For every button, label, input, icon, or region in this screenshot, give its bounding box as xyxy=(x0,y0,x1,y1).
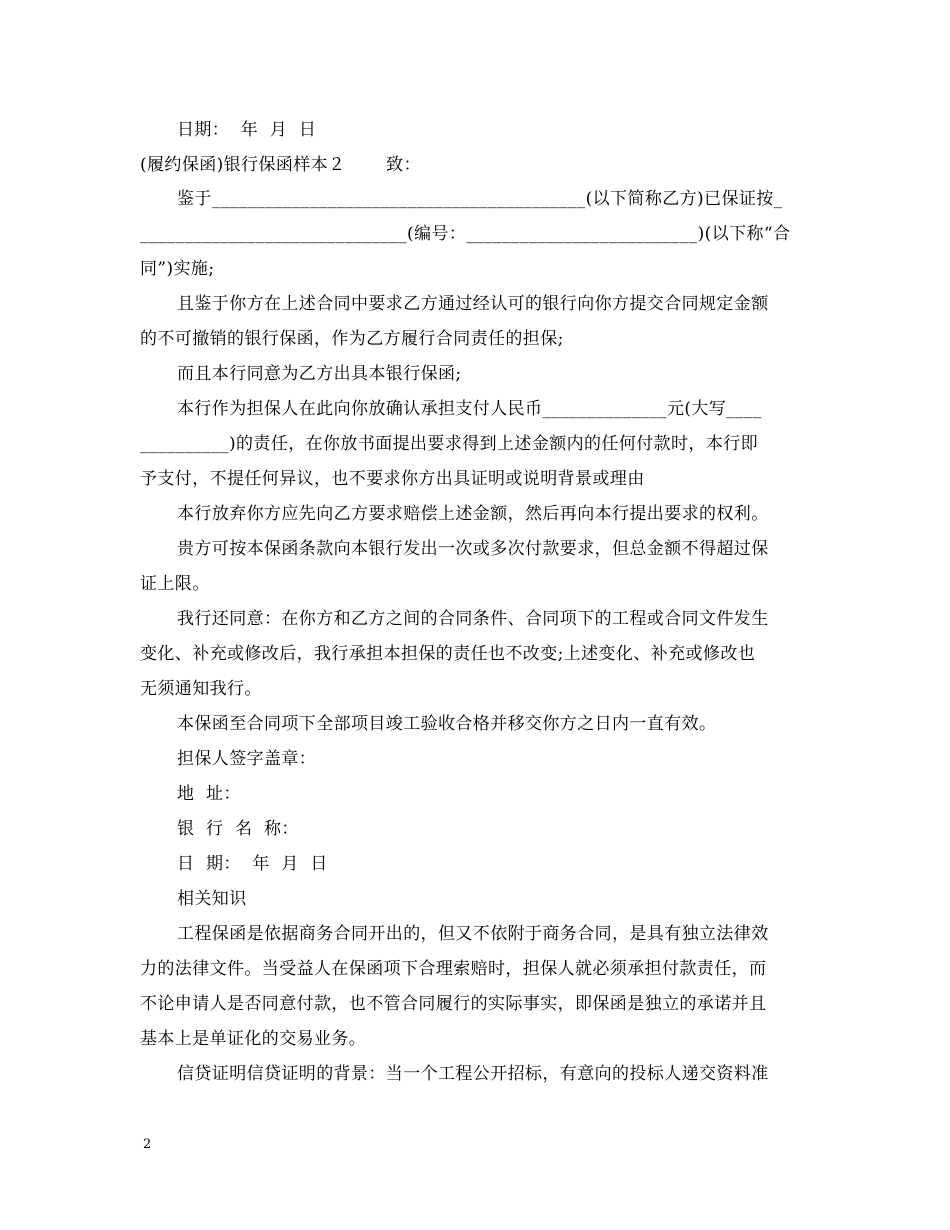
paragraph-line: 力的法律文件。当受益人在保函项下合理索赔时，担保人就必须承担付款责任，而 xyxy=(140,959,767,979)
paragraph-line: 本行作为担保人在此向你放确认承担支付人民币______________元(大写____ xyxy=(177,399,762,419)
paragraph-line: 不论申请人是否同意付款，也不管合同履行的实际事实，即保函是独立的承诺并且 xyxy=(140,994,767,1014)
paragraph-line: 本行放弃你方应先向乙方要求赔偿上述金额，然后再向本行提出要求的权利。 xyxy=(177,504,769,524)
paragraph-line: 鉴于__________________________________________(以下简称乙方)已保证按_ xyxy=(177,189,783,209)
date-line-top: 日期： 年 月 日 xyxy=(177,120,317,140)
paragraph-line: 变化、补充或修改后，我行承担本担保的责任也不改变;上述变化、补充或修改也 xyxy=(140,644,756,664)
paragraph-line: __________)的责任，在你放书面提出要求得到上述金额内的任何付款时，本行即 xyxy=(140,434,759,454)
paragraph-line: 我行还同意：在你方和乙方之间的合同条件、合同项下的工程或合同文件发生 xyxy=(177,609,769,629)
date-line-bottom: 日 期： 年 月 日 xyxy=(177,854,328,874)
page-number: 2 xyxy=(143,1137,152,1152)
paragraph-line: 信贷证明信贷证明的背景：当一个工程公开招标，有意向的投标人递交资料准 xyxy=(177,1064,769,1084)
paragraph-line: 基本上是单证化的交易业务。 xyxy=(140,1029,367,1049)
paragraph-line: ______________________________(编号：__________________________)(以下称“合 xyxy=(140,224,791,244)
paragraph-line: 证上限。 xyxy=(140,574,210,594)
paragraph-line: 同”)实施; xyxy=(140,259,215,279)
paragraph-line: 贵方可按本保函条款向本银行发出一次或多次付款要求，但总金额不得超过保 xyxy=(177,539,769,559)
paragraph-line: 而且本行同意为乙方出具本银行保函; xyxy=(177,364,462,384)
paragraph-line: 且鉴于你方在上述合同中要求乙方通过经认可的银行向你方提交合同规定金额 xyxy=(177,294,769,314)
paragraph-line: 无须通知我行。 xyxy=(140,679,262,699)
signature-label: 担保人签字盖章： xyxy=(177,749,317,769)
paragraph-line: 的不可撤销的银行保函，作为乙方履行合同责任的担保; xyxy=(140,329,564,349)
paragraph-line: 本保函至合同项下全部项目竣工验收合格并移交你方之日内一直有效。 xyxy=(177,714,717,734)
sample-title: (履约保函)银行保函样本２ 致： xyxy=(140,155,421,175)
section-heading: 相关知识 xyxy=(177,889,247,909)
paragraph-line: 予支付，不提任何异议，也不要求你方出具证明或说明背景或理由 xyxy=(140,469,645,489)
address-label: 地 址： xyxy=(177,784,241,804)
paragraph-line: 工程保函是依据商务合同开出的，但又不依附于商务合同，是具有独立法律效 xyxy=(177,924,769,944)
bank-name-label: 银 行 名 称： xyxy=(177,819,299,839)
